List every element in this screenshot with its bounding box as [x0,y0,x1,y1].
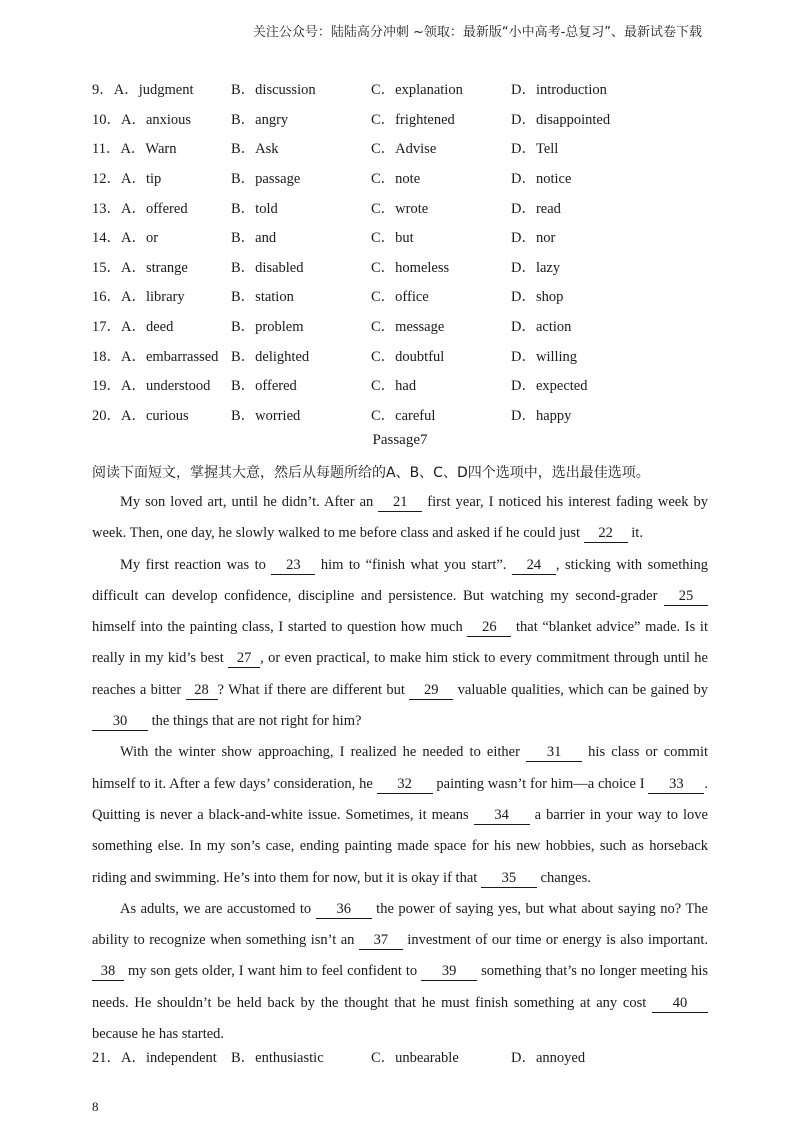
option-d: D．expected [511,378,588,395]
blank-37: 37 [359,931,403,950]
blank-24: 24 [512,556,556,575]
passage-body [92,487,708,1050]
option-a: 11．A．Warn [92,141,177,158]
blank-21: 21 [378,493,422,512]
paragraph-1 [92,487,708,550]
option-b: B．discussion [231,82,316,99]
option-d: D．nor [511,230,556,247]
option-a: 13．A．offered [92,200,188,217]
text: changes. [536,869,591,886]
option-c: C．wrote [371,200,429,217]
option-a: 19．A．understood [92,378,211,395]
text: investment of our time or energy is also important. [402,932,709,949]
text: With the winter show approaching, I realized he needed to either [120,744,527,761]
option-a: 10．A．anxious [92,111,192,128]
blank-30: 30 [92,712,148,731]
option-b: B．worried [231,407,301,424]
blank-36: 36 [316,900,372,919]
option-c: C．doubtful [371,348,445,365]
blank-25: 25 [664,587,708,606]
text: something that’s no longer meeting his needs. He shouldn’t be held back by the thought that he must finish something at any cost [92,963,708,1011]
text: him to “finish what you start”. [315,556,512,573]
option-row [92,311,712,341]
text: My son loved art, until he didn’t. After an [120,494,379,510]
page-number: 8 [92,1099,99,1114]
option-c: C．careful [371,407,436,424]
option-c: C．homeless [371,259,450,276]
option-b: B．station [231,289,294,306]
option-c: C．but [371,230,414,247]
option-row [92,340,712,370]
blank-39: 39 [421,962,477,981]
option-d: D．annoyed [511,1050,586,1066]
option-row [92,104,712,134]
option-b: B．passage [231,171,301,188]
option-row [92,400,712,430]
text: the power of saying yes, but what about saying no? The ability to recognize when something isn’t an [92,900,708,949]
option-d: D．disappointed [511,111,611,128]
option-c: C．had [371,378,417,395]
text: painting wasn’t for him—a choice I [432,775,649,792]
text: , or even practical, to make him stick to every commitment through until he reaches a bitter [92,650,708,698]
blank-35: 35 [481,869,537,888]
text: because he has started. [92,1026,225,1043]
paragraph-4 [92,894,708,1050]
option-row [92,163,712,193]
option-row [92,192,712,222]
option-row [92,222,712,252]
option-b: B．told [231,200,278,217]
option-c: C．Advise [371,141,437,158]
text: . Quitting is never a black-and-white issue. Sometimes, it means [92,775,708,823]
option-c: C．note [371,171,421,188]
option-d: D．shop [511,289,564,306]
paragraph-3 [92,737,708,893]
instruction-text: 阅读下面短文，掌握其大意，然后从每题所给的A、B、C、D四个选项中，选出最佳选项。 [92,465,650,481]
option-b: B．and [231,230,277,247]
option-a: 21．A．independent [92,1050,217,1066]
blank-23: 23 [271,556,315,575]
option-d: D．Tell [511,141,559,158]
text: a barrier in your way to love something else. In my son’s case, ending painting made space for his new hobbies, such as horseback riding and swimming. He’s into them for now, but it is okay if that [92,806,708,886]
option-d: D．introduction [511,82,607,99]
option-a: 16．A．library [92,289,185,306]
option-c: C．message [371,319,445,336]
blank-38: 38 [92,962,124,981]
blank-28: 28 [186,681,218,700]
text: it. [627,525,643,542]
option-row [92,252,712,282]
option-b: B．problem [231,319,304,336]
option-a: 9．A．judgment [92,82,194,99]
option-a: 15．A．strange [92,259,188,276]
paragraph-2 [92,550,708,738]
text: that “blanket advice” made. Is it really in my kid’s best [92,619,708,667]
text: , sticking with something difficult can develop confidence, discipline and persistence. But watching my second-grader [92,556,709,604]
text: himself into the painting class, I started to question how much [92,619,468,636]
options-list [92,74,712,429]
page-header: 关注公众号：陆陆高分冲刺 ~领取：最新版“小中高考-总复习”、最新试卷下载 [252,25,702,40]
blank-33: 33 [648,775,704,794]
text: ? What if there are different but [217,681,410,698]
option-a: 14．A．or [92,230,159,247]
option-d: D．willing [511,348,578,365]
option-d: D．lazy [511,259,561,276]
blank-34: 34 [474,806,530,825]
option-b: B．angry [231,111,289,128]
option-c: C．explanation [371,82,463,99]
passage-title: Passage7 [372,432,428,448]
option-d: D．action [511,319,572,336]
blank-31: 31 [526,743,582,762]
option-b: B．delighted [231,348,310,365]
blank-29: 29 [409,681,453,700]
blank-40: 40 [652,994,708,1013]
option-c: C．frightened [371,111,455,128]
option-c: C．office [371,289,429,306]
text: As adults, we are accustomed to [120,900,316,917]
option-d: D．read [511,200,561,217]
option-row [92,74,712,104]
option-b: B．offered [231,378,297,395]
option-a: 20．A．curious [92,407,189,424]
option-row [92,281,712,311]
text: first year, I noticed his interest fading week by week. Then, one day, he slowly walked to me before class and asked if he could just [92,494,708,542]
text: my son gets older, I want him to feel confident to [124,963,422,980]
option-d: D．happy [511,407,572,424]
blank-27: 27 [228,649,260,668]
option-a: 18．A．embarrassed [92,348,219,365]
blank-22: 22 [584,524,628,543]
option-a: 17．A．deed [92,319,174,336]
option-b: B．disabled [231,259,304,276]
text: the things that are not right for him? [148,713,362,730]
blank-26: 26 [467,618,511,637]
question-21-options [92,1046,712,1067]
blank-32: 32 [377,775,433,794]
option-d: D．notice [511,171,572,188]
option-b: B．Ask [231,141,279,158]
text: his class or commit himself to it. After a few days’ consideration, he [92,744,708,792]
text: My first reaction was to [120,556,272,573]
option-c: C．unbearable [371,1050,459,1066]
text: valuable qualities, which can be gained by [453,681,708,698]
option-b: B．enthusiastic [231,1050,324,1066]
option-a: 12．A．tip [92,171,162,188]
option-row [92,370,712,400]
option-row [92,133,712,163]
